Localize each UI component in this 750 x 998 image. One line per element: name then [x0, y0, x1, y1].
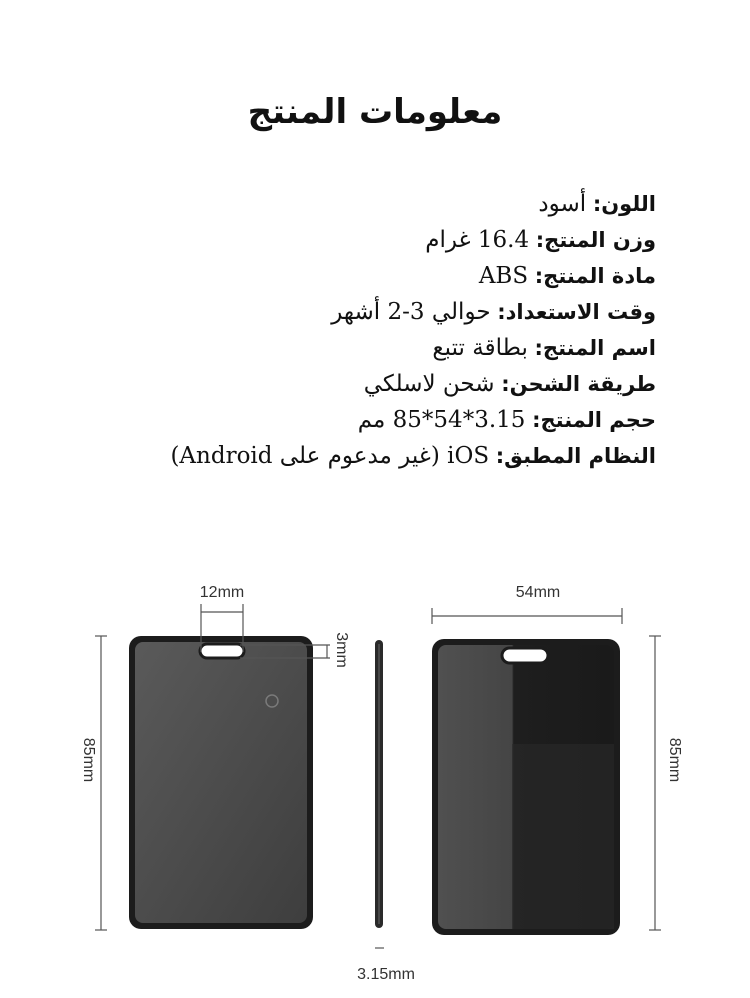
- spec-value: أسود: [538, 191, 587, 217]
- spec-label: اللون:: [592, 192, 656, 216]
- lanyard-slot: [200, 644, 244, 658]
- spec-label: اسم المنتج:: [534, 336, 656, 360]
- spec-label: طريقة الشحن:: [501, 372, 656, 396]
- spec-row-weight: [56, 222, 656, 258]
- slot-offset-label: 3mm: [333, 632, 350, 668]
- width-label: 54mm: [515, 584, 561, 601]
- spec-value: شحن لاسلكي: [363, 371, 495, 397]
- thickness-label: 3.15mm: [357, 966, 415, 983]
- spec-label: النظام المطبق:: [495, 444, 656, 468]
- page-title: معلومات المنتج: [247, 92, 503, 132]
- height-dimension-right: [649, 636, 683, 930]
- spec-value: ABS: [478, 263, 529, 289]
- spec-value: 3.15*54*85 مم: [357, 407, 526, 433]
- spec-label: وقت الاستعداد:: [497, 300, 656, 324]
- spec-label: وزن المنتج:: [535, 228, 656, 252]
- card-back: [432, 639, 620, 935]
- card-front: [129, 636, 313, 929]
- thickness-dimension: [357, 948, 415, 983]
- spec-row-name: [56, 330, 656, 366]
- height-label-left: 85mm: [80, 737, 97, 783]
- spec-row-material: [56, 258, 656, 294]
- spec-row-system: [56, 438, 656, 474]
- spec-value: بطاقة تتبع: [432, 335, 528, 361]
- spec-row-size: [56, 402, 656, 438]
- lanyard-slot: [502, 648, 548, 663]
- dimension-diagram: [0, 560, 750, 998]
- height-dimension-left: [80, 636, 107, 930]
- spec-row-lead-time: [56, 294, 656, 330]
- spec-value: 16.4 غرام: [425, 227, 530, 253]
- spec-value: حوالي 3-2 أشهر: [331, 299, 491, 325]
- slot-width-label: 12mm: [199, 584, 245, 601]
- spec-row-color: [56, 186, 656, 222]
- height-label-right: 85mm: [666, 737, 683, 783]
- spec-label: حجم المنتج:: [532, 408, 656, 432]
- width-dimension: [432, 584, 622, 624]
- card-side: [375, 640, 383, 928]
- spec-label: مادة المنتج:: [534, 264, 656, 288]
- spec-value: iOS (غير مدعوم على Android): [170, 443, 490, 469]
- spec-list: [56, 186, 656, 474]
- spec-row-charging: [56, 366, 656, 402]
